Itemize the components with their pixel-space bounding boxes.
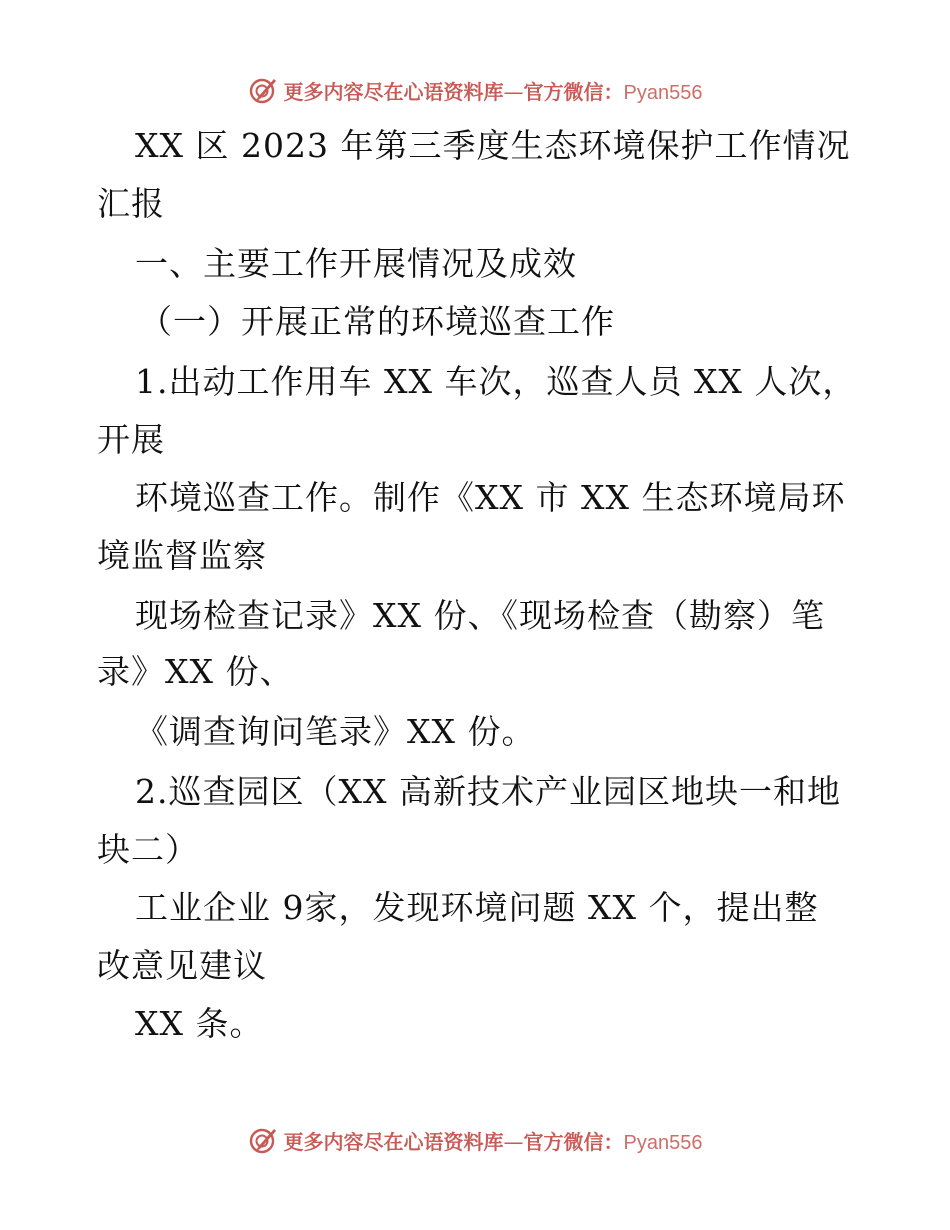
doc-title-line-2: 汇报 bbox=[97, 184, 165, 223]
paragraph-line: 《调查询问笔录》XX 份。 bbox=[135, 712, 536, 751]
footer-watermark bbox=[0, 1120, 950, 1160]
doc-title-line-1: XX 区 2023 年第三季度生态环境保护工作情况 bbox=[135, 126, 851, 165]
watermark-text bbox=[284, 76, 703, 105]
watermark-dash: — bbox=[503, 79, 524, 104]
paragraph-line: XX 条。 bbox=[135, 1004, 264, 1043]
section-heading: 一、主要工作开展情况及成效 bbox=[135, 244, 577, 283]
watermark-id: Pyan556 bbox=[623, 81, 703, 104]
watermark-id: Pyan556 bbox=[623, 1131, 703, 1154]
paragraph-line: 录》XX 份、 bbox=[97, 652, 294, 691]
pen-logo-icon bbox=[248, 75, 278, 105]
watermark-cn-text: 更多内容尽在心语资料库 bbox=[283, 79, 504, 104]
paragraph-line: 境监督监察 bbox=[97, 536, 267, 575]
paragraph-line: 2.巡查园区（XX 高新技术产业园区地块一和地 bbox=[135, 772, 841, 811]
paragraph-line: 块二） bbox=[97, 830, 199, 869]
paragraph-line: 开展 bbox=[97, 420, 165, 459]
watermark-label: 官方微信： bbox=[523, 79, 624, 104]
paragraph-line: 工业企业 9家，发现环境问题 XX 个，提出整 bbox=[135, 888, 819, 927]
paragraph-line: 环境巡查工作。制作《XX 市 XX 生态环境局环 bbox=[135, 478, 846, 517]
pen-logo-icon bbox=[248, 1125, 278, 1155]
paragraph-line: 改意见建议 bbox=[97, 946, 267, 985]
paragraph-line: 1.出动工作用车 XX 车次，巡查人员 XX 人次， bbox=[135, 362, 857, 401]
subsection-heading: （一）开展正常的环境巡查工作 bbox=[139, 302, 615, 341]
watermark-text bbox=[284, 1126, 703, 1155]
paragraph-line: 现场检查记录》XX 份、《现场检查（勘察）笔 bbox=[135, 596, 825, 635]
header-watermark bbox=[0, 70, 950, 110]
watermark-dash: — bbox=[503, 1129, 524, 1154]
watermark-label: 官方微信： bbox=[523, 1129, 624, 1154]
watermark-cn-text: 更多内容尽在心语资料库 bbox=[283, 1129, 504, 1154]
